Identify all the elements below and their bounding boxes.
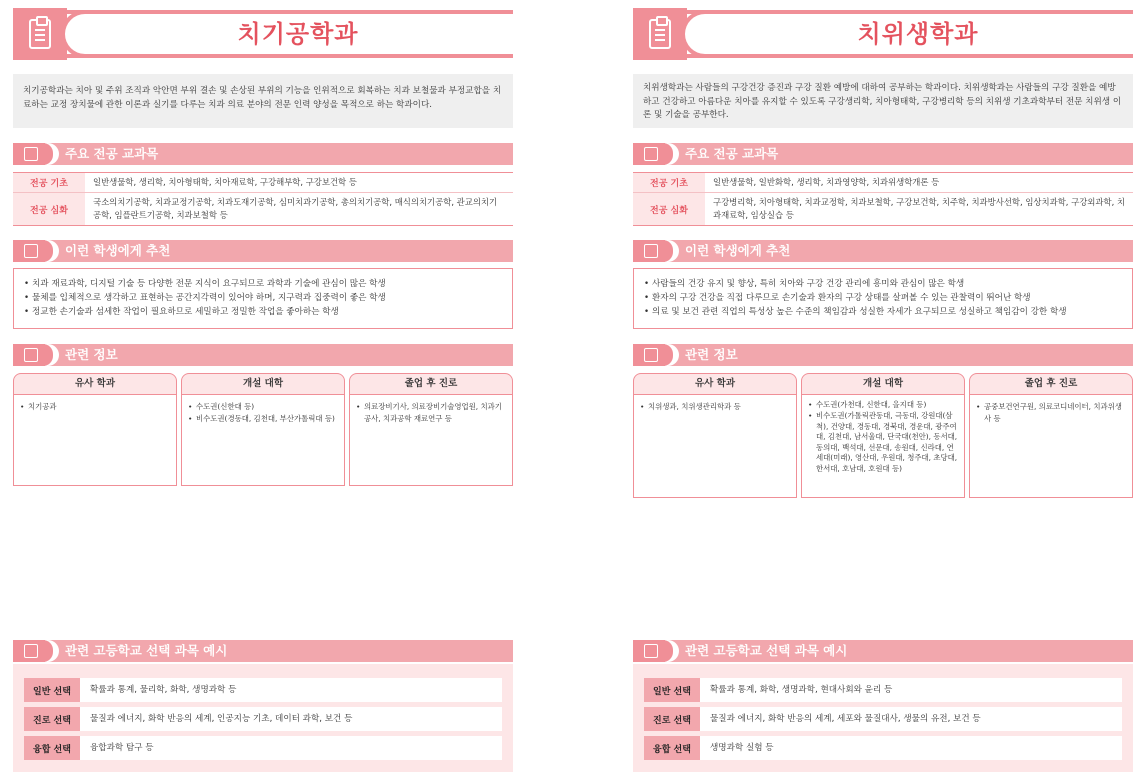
list-item: • 치과 재료과학, 디지털 기술 등 다양한 전문 지식이 요구되므로 과학과 기술에 관심이 많은 학생 — [24, 277, 502, 291]
list-item: • 의료 및 보건 관련 직업의 특성상 높은 수준의 책임감과 성실한 자세가 요구되므로 성실하고 책임감이 강한 학생 — [644, 305, 1122, 319]
section-title: 관련 정보 — [685, 347, 738, 362]
section-title: 이런 학생에게 추천 — [65, 243, 171, 258]
section-title: 관련 고등학교 선택 과목 예시 — [685, 643, 848, 658]
section-header-hs — [633, 640, 1133, 662]
info-card-similar — [13, 373, 177, 486]
course-row — [644, 707, 1122, 731]
intro-text: 치위생학과는 사람들의 구강건강 증진과 구강 질환 예방에 대하여 공부하는 학과이다. 치위생학과는 사람들의 구강 질환을 예방하고 건강하고 아름다운 치아를 유지할 수 있도록 구강생리학, 치아형태학, 구강병리학 등의 치위생 기초과학부터 전문 치위생 이론 및 기술을 공부한다. — [633, 74, 1133, 128]
list-item: • 비수도권(가톨릭관동대, 극동대, 강원대(삼척), 건양대, 경동대, 경북대, 경운대, 광주여대, 김천대, 남서울대, 단국대(천안), 동서대, 동의대, 백석대, 선문대, 송원대, 신라대, 연세대(미래), 영산대, 우원대, 청주대, 초당대, 한서대, 호남대, 호원대 등) — [808, 411, 958, 474]
card-header: 유사 학과 — [13, 373, 177, 395]
row-label: 전공 심화 — [13, 193, 85, 225]
hs-courses — [13, 664, 513, 772]
course-label: 융합 선택 — [24, 736, 80, 760]
course-value: 생명과학 실험 등 — [700, 736, 1122, 760]
course-label: 융합 선택 — [644, 736, 700, 760]
course-value: 물질과 에너지, 화학 반응의 세계, 인공지능 기초, 데이터 과학, 보건 등 — [80, 707, 502, 731]
row-value: 일반생물학, 일반화학, 생리학, 치과영양학, 치과위생학개론 등 — [713, 177, 940, 187]
section-title: 관련 고등학교 선택 과목 예시 — [65, 643, 228, 658]
title-banner — [633, 8, 1133, 60]
clipboard-icon — [13, 8, 67, 60]
course-row — [644, 678, 1122, 702]
info-columns — [633, 373, 1133, 498]
info-card-career — [349, 373, 513, 486]
list-item: • 물체를 입체적으로 생각하고 표현하는 공간지각력이 있어야 하며, 지구력과 집중력이 좋은 학생 — [24, 291, 502, 305]
section-header-curriculum — [633, 143, 1133, 165]
row-value: 구강병리학, 치아형태학, 치과교정학, 치과보철학, 구강보건학, 치주학, 치과방사선학, 임상치과학, 구강외과학, 치과재료학, 임상실습 등 — [713, 197, 1125, 220]
course-label: 진로 선택 — [24, 707, 80, 731]
info-card-career — [969, 373, 1133, 498]
list-item: • 수도권(신한대 등) — [188, 401, 338, 413]
card-header: 졸업 후 진로 — [349, 373, 513, 395]
course-label: 일반 선택 — [24, 678, 80, 702]
intro-text: 치기공학과는 치아 및 주위 조직과 악안면 부위 결손 및 손상된 부위의 기능을 인위적으로 회복하는 치과 보철물과 부정교합을 치료하는 교정 장치물에 관한 이론과 실기를 다루는 치과 의료 분야의 전문 인력 양성을 목적으로 하는 학과이다. — [13, 74, 513, 128]
row-label: 전공 기초 — [633, 173, 705, 192]
course-value: 확률과 통계, 화학, 생명과학, 현대사회와 윤리 등 — [700, 678, 1122, 702]
course-row — [24, 678, 502, 702]
course-value: 확률과 통계, 물리학, 화학, 생명과학 등 — [80, 678, 502, 702]
section-header-info — [13, 344, 513, 366]
card-header: 개설 대학 — [801, 373, 965, 395]
list-item: • 치기공과 — [20, 401, 170, 413]
section-title: 관련 정보 — [65, 347, 118, 362]
section-title: 이런 학생에게 추천 — [685, 243, 791, 258]
info-card-similar — [633, 373, 797, 498]
course-row — [24, 736, 502, 760]
course-label: 일반 선택 — [644, 678, 700, 702]
recommend-box — [633, 268, 1133, 329]
section-title: 주요 전공 교과목 — [685, 146, 779, 161]
card-header: 졸업 후 진로 — [969, 373, 1133, 395]
card-header: 유사 학과 — [633, 373, 797, 395]
recommend-box — [13, 268, 513, 329]
section-header-hs — [13, 640, 513, 662]
list-item: • 정교한 손기술과 섬세한 작업이 필요하므로 세밀하고 정밀한 작업을 좋아하는 학생 — [24, 305, 502, 319]
list-item: • 비수도권(경동대, 김천대, 부산가톨릭대 등) — [188, 413, 338, 425]
list-item: • 사람들의 건강 유지 및 향상, 특히 치아와 구강 건강 관리에 흥미와 관심이 많은 학생 — [644, 277, 1122, 291]
left-department-page — [13, 0, 513, 782]
section-header-info — [633, 344, 1133, 366]
card-header: 개설 대학 — [181, 373, 345, 395]
info-card-univ — [801, 373, 965, 498]
section-title: 주요 전공 교과목 — [65, 146, 159, 161]
table-row — [13, 193, 513, 225]
row-label: 전공 기초 — [13, 173, 85, 192]
curriculum-table — [633, 172, 1133, 226]
course-label: 진로 선택 — [644, 707, 700, 731]
section-header-recommend — [13, 240, 513, 262]
page-title: 치기공학과 — [237, 20, 359, 48]
table-row — [633, 193, 1133, 225]
list-item: • 수도권(가천대, 신한대, 을지대 등) — [808, 399, 958, 411]
list-item: • 환자의 구강 건강을 직접 다루므로 손기술과 환자의 구강 상태를 살펴볼 수 있는 관찰력이 뛰어난 학생 — [644, 291, 1122, 305]
section-header-recommend — [633, 240, 1133, 262]
info-card-univ — [181, 373, 345, 486]
course-value: 융합과학 탐구 등 — [80, 736, 502, 760]
info-columns — [13, 373, 513, 486]
course-row — [24, 707, 502, 731]
list-item: • 의료장비기사, 의료장비기술영업원, 치과기공사, 치과공학 재료연구 등 — [356, 401, 506, 425]
table-row — [13, 173, 513, 193]
list-item: • 치위생과, 치위생관리학과 등 — [640, 401, 790, 413]
row-label: 전공 심화 — [633, 193, 705, 225]
right-department-page — [633, 0, 1133, 782]
row-value: 일반생물학, 생리학, 치아형태학, 치아재료학, 구강해부학, 구강보건학 등 — [93, 177, 357, 187]
list-item: • 공중보건연구원, 의료코디네이터, 치과위생사 등 — [976, 401, 1126, 425]
table-row — [633, 173, 1133, 193]
course-value: 물질과 에너지, 화학 반응의 세계, 세포와 물질대사, 생물의 유전, 보건 등 — [700, 707, 1122, 731]
title-banner — [13, 8, 513, 60]
hs-courses — [633, 664, 1133, 772]
page-title: 치위생학과 — [857, 20, 979, 48]
row-value: 국소의치기공학, 치과교정기공학, 치과도재기공학, 심미치과기공학, 총의치기공학, 매식의치기공학, 관교의치기공학, 임플란트기공학, 치과보철학 등 — [93, 197, 498, 220]
course-row — [644, 736, 1122, 760]
curriculum-table — [13, 172, 513, 226]
clipboard-icon — [633, 8, 687, 60]
section-header-curriculum — [13, 143, 513, 165]
